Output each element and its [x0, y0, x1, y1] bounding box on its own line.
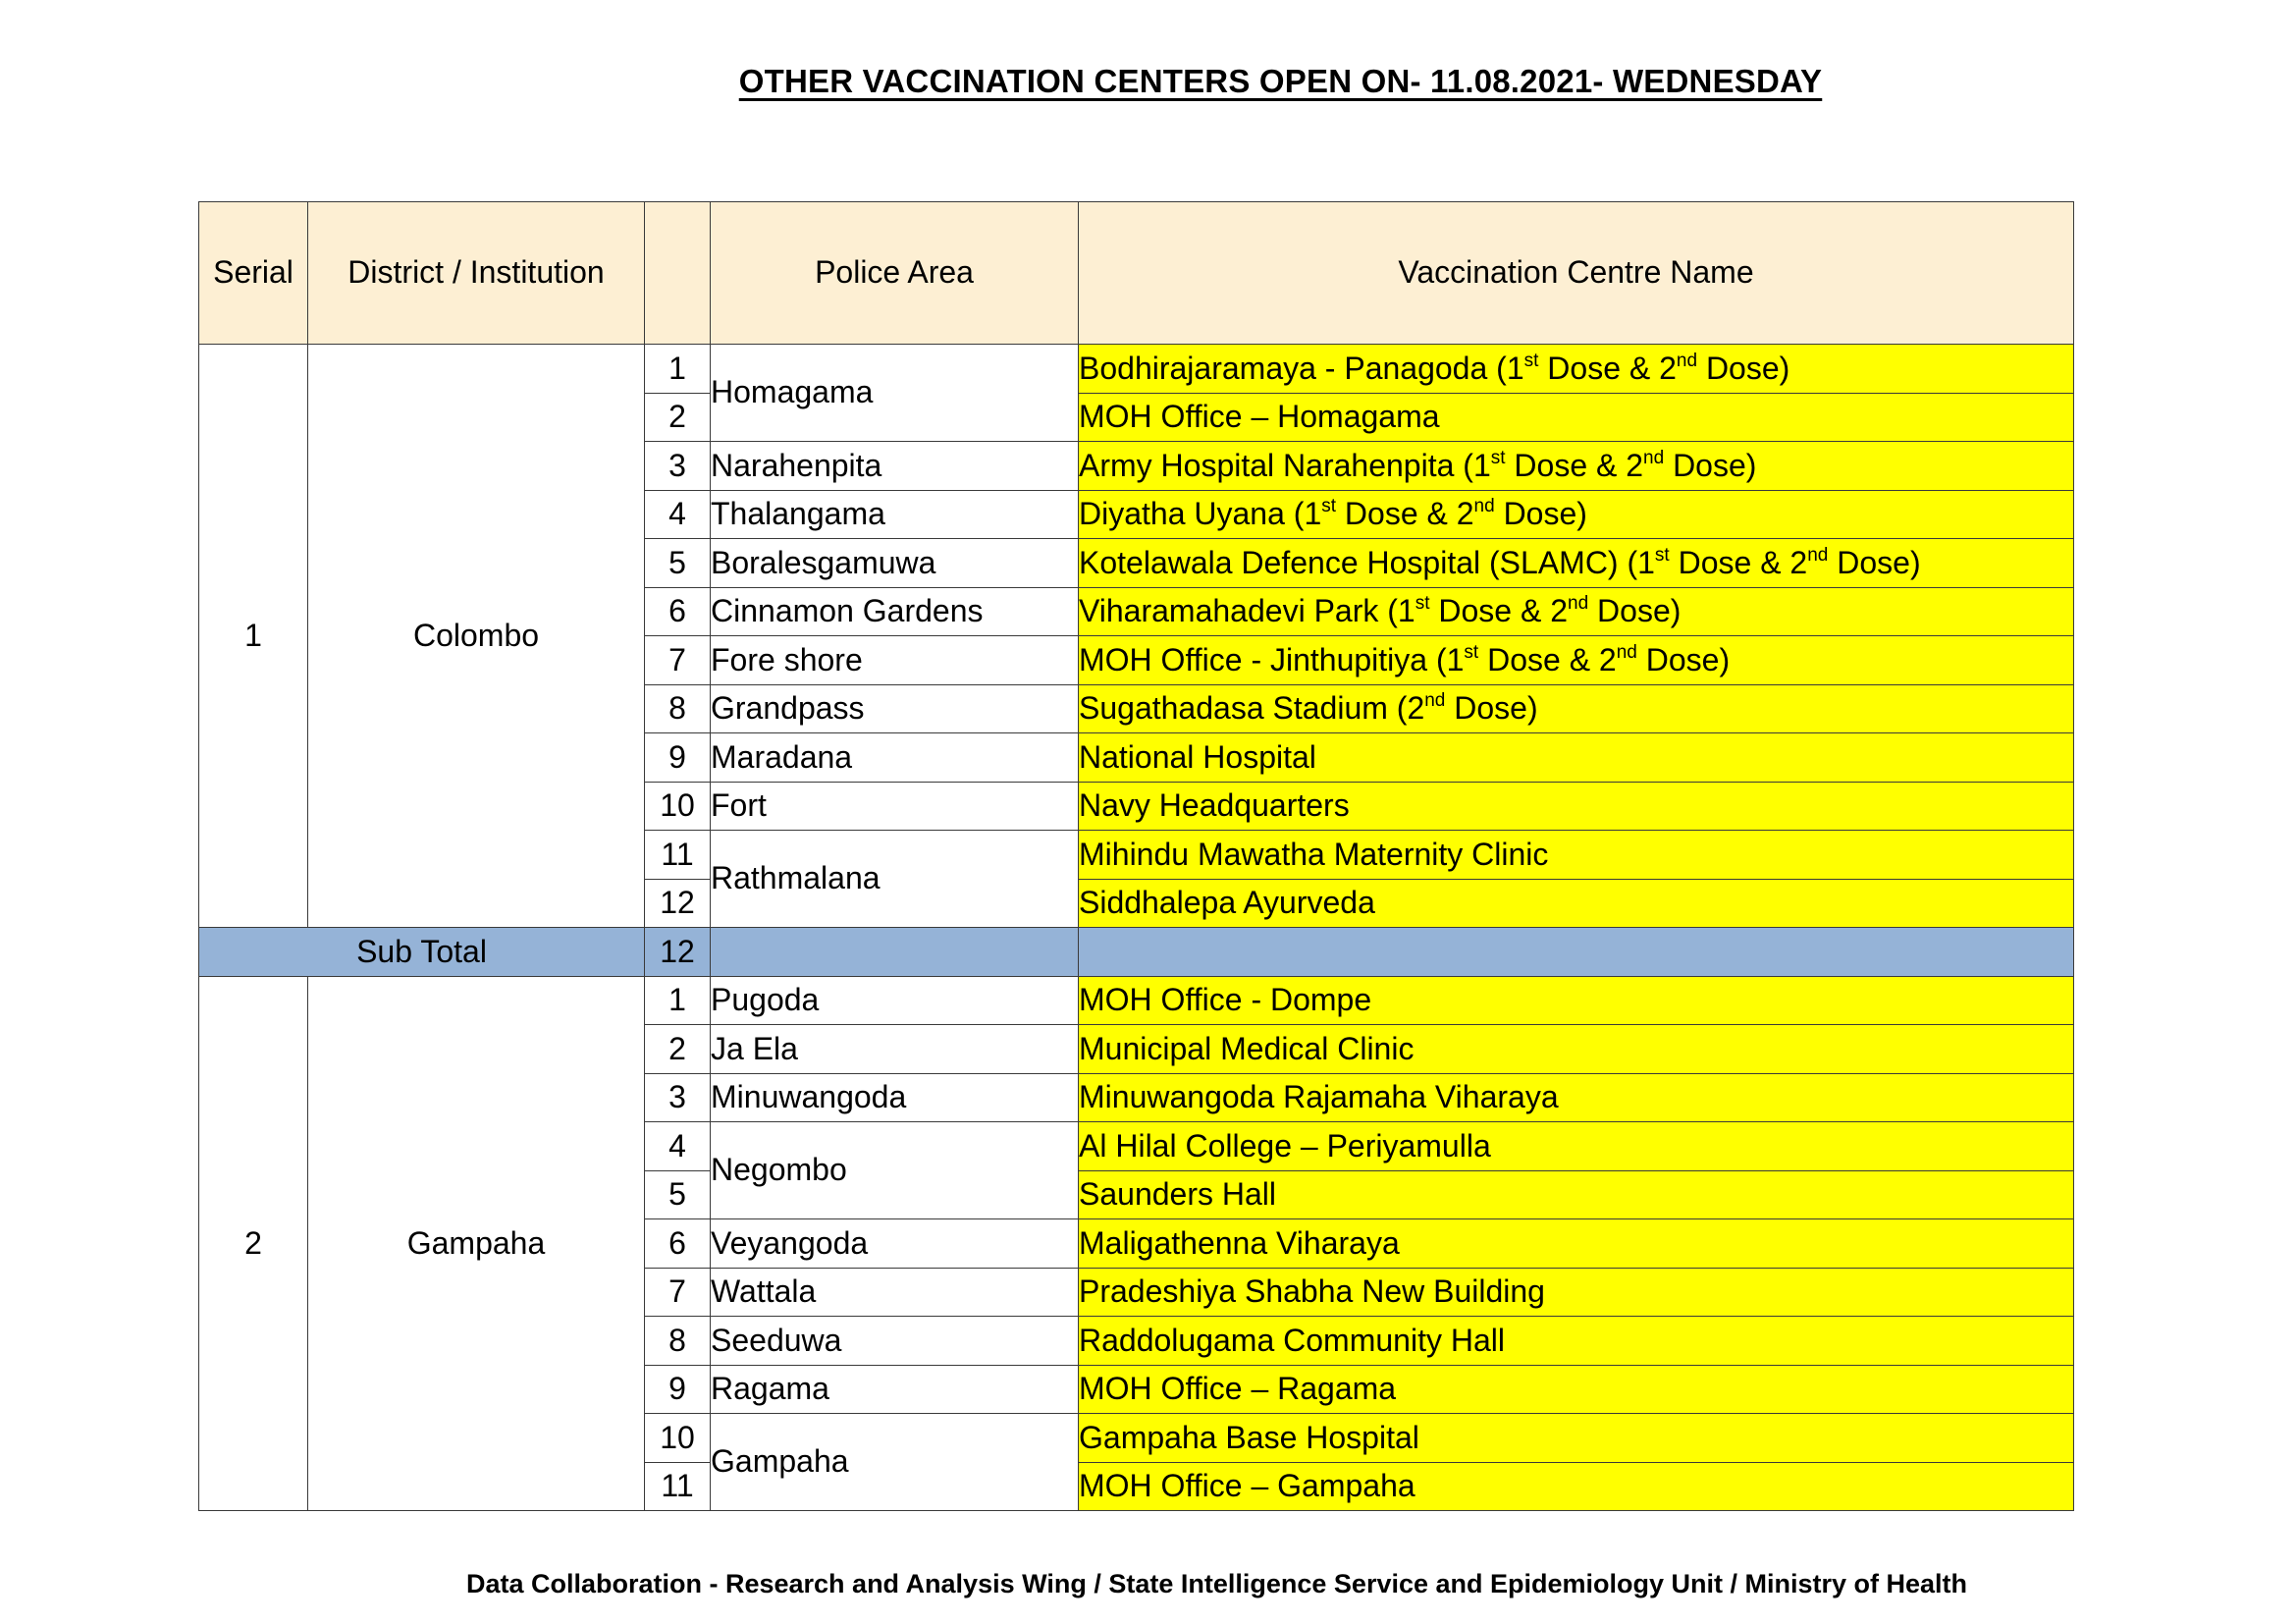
centre-name: Kotelawala Defence Hospital (SLAMC) (1st Dose & 2nd Dose) [1079, 539, 2074, 588]
police-area: Ja Ela [711, 1025, 1079, 1074]
subtotal-value: 12 [645, 928, 711, 977]
district-name: Colombo [308, 345, 645, 928]
centre-name: National Hospital [1079, 733, 2074, 783]
police-area: Rathmalana [711, 831, 1079, 928]
police-area: Minuwangoda [711, 1073, 1079, 1122]
centre-name: Gampaha Base Hospital [1079, 1414, 2074, 1463]
ordinal-suffix: nd [1616, 641, 1637, 663]
centre-name: MOH Office - Jinthupitiya (1st Dose & 2nd Dose) [1079, 636, 2074, 685]
centre-name: Navy Headquarters [1079, 782, 2074, 831]
subtotal-row [199, 928, 2074, 977]
centre-name: Diyatha Uyana (1st Dose & 2nd Dose) [1079, 490, 2074, 539]
row-number: 5 [645, 539, 711, 588]
police-area: Gampaha [711, 1414, 1079, 1511]
centre-name: Municipal Medical Clinic [1079, 1025, 2074, 1074]
row-number: 1 [645, 976, 711, 1025]
ordinal-suffix: nd [1424, 690, 1446, 712]
row-number: 4 [645, 1122, 711, 1171]
footer-credit: Data Collaboration - Research and Analysis Wing / State Intelligence Service and Epidemiology Unit / Ministry of Health [465, 1569, 1968, 1598]
centre-name: Sugathadasa Stadium (2nd Dose) [1079, 684, 2074, 733]
row-number: 1 [645, 345, 711, 394]
police-area: Fore shore [711, 636, 1079, 685]
table-header-row [199, 202, 2074, 345]
row-number: 10 [645, 1414, 711, 1463]
police-area: Seeduwa [711, 1317, 1079, 1366]
row-number: 3 [645, 1073, 711, 1122]
row-number: 12 [645, 879, 711, 928]
police-area: Pugoda [711, 976, 1079, 1025]
police-area: Thalangama [711, 490, 1079, 539]
ordinal-suffix: nd [1568, 593, 1589, 615]
row-number: 2 [645, 393, 711, 442]
header-district: District / Institution [308, 202, 645, 345]
centre-name: Viharamahadevi Park (1st Dose & 2nd Dose) [1079, 587, 2074, 636]
ordinal-suffix: st [1464, 641, 1479, 663]
police-area: Maradana [711, 733, 1079, 783]
ordinal-suffix: st [1321, 496, 1337, 517]
table-row [199, 976, 2074, 1025]
ordinal-suffix: st [1654, 544, 1670, 566]
police-area: Grandpass [711, 684, 1079, 733]
row-number: 11 [645, 1462, 711, 1511]
district-name: Gampaha [308, 976, 645, 1511]
row-number: 4 [645, 490, 711, 539]
row-number: 8 [645, 1317, 711, 1366]
row-number: 10 [645, 782, 711, 831]
police-area: Veyangoda [711, 1219, 1079, 1269]
centre-name: MOH Office – Ragama [1079, 1365, 2074, 1414]
row-number: 8 [645, 684, 711, 733]
centre-name: Raddolugama Community Hall [1079, 1317, 2074, 1366]
ordinal-suffix: st [1415, 593, 1430, 615]
header-number [645, 202, 711, 345]
police-area: Homagama [711, 345, 1079, 442]
row-number: 7 [645, 1268, 711, 1317]
ordinal-suffix: nd [1676, 350, 1698, 371]
police-area: Negombo [711, 1122, 1079, 1219]
police-area: Boralesgamuwa [711, 539, 1079, 588]
row-number: 2 [645, 1025, 711, 1074]
centre-name: Minuwangoda Rajamaha Viharaya [1079, 1073, 2074, 1122]
table-row [199, 345, 2074, 394]
centre-name: Maligathenna Viharaya [1079, 1219, 2074, 1269]
district-serial: 2 [199, 976, 308, 1511]
row-number: 5 [645, 1170, 711, 1219]
subtotal-label: Sub Total [199, 928, 645, 977]
row-number: 7 [645, 636, 711, 685]
police-area: Ragama [711, 1365, 1079, 1414]
centre-name: Siddhalepa Ayurveda [1079, 879, 2074, 928]
row-number: 3 [645, 442, 711, 491]
centre-name: Army Hospital Narahenpita (1st Dose & 2nd Dose) [1079, 442, 2074, 491]
header-centre-name: Vaccination Centre Name [1079, 202, 2074, 345]
centre-name: MOH Office – Gampaha [1079, 1462, 2074, 1511]
ordinal-suffix: st [1523, 350, 1539, 371]
centre-name: Mihindu Mawatha Maternity Clinic [1079, 831, 2074, 880]
row-number: 6 [645, 587, 711, 636]
ordinal-suffix: nd [1807, 544, 1829, 566]
subtotal-empty-cell [1079, 928, 2074, 977]
vaccination-centres-table [198, 201, 2074, 1511]
row-number: 6 [645, 1219, 711, 1269]
district-serial: 1 [199, 345, 308, 928]
header-police-area: Police Area [711, 202, 1079, 345]
police-area: Cinnamon Gardens [711, 587, 1079, 636]
centre-name: MOH Office – Homagama [1079, 393, 2074, 442]
centre-name: Pradeshiya Shabha New Building [1079, 1268, 2074, 1317]
subtotal-empty-cell [711, 928, 1079, 977]
police-area: Wattala [711, 1268, 1079, 1317]
centre-name: Al Hilal College – Periyamulla [1079, 1122, 2074, 1171]
centre-name: Bodhirajaramaya - Panagoda (1st Dose & 2nd Dose) [1079, 345, 2074, 394]
page-title: OTHER VACCINATION CENTERS OPEN ON- 11.08.2021- WEDNESDAY [738, 63, 1823, 99]
header-serial: Serial [199, 202, 308, 345]
row-number: 9 [645, 733, 711, 783]
ordinal-suffix: st [1490, 447, 1506, 468]
centre-name: MOH Office - Dompe [1079, 976, 2074, 1025]
ordinal-suffix: nd [1643, 447, 1665, 468]
row-number: 11 [645, 831, 711, 880]
centre-name: Saunders Hall [1079, 1170, 2074, 1219]
row-number: 9 [645, 1365, 711, 1414]
ordinal-suffix: nd [1473, 496, 1495, 517]
police-area: Narahenpita [711, 442, 1079, 491]
police-area: Fort [711, 782, 1079, 831]
